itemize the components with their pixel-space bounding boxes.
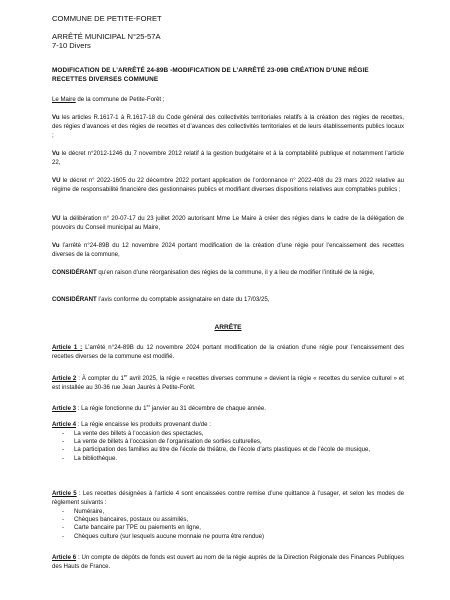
article-text: : Un compte de dépôts de fonds est ouvert au nom de la régie auprès de la Direction Régionale des Finances Publiques des Hauts de France. bbox=[52, 554, 404, 571]
article-4 bbox=[52, 420, 404, 429]
article-6 bbox=[52, 553, 404, 571]
list-item: - La vente de billets à l’occasion de l’organisation de sorties culturelles, bbox=[62, 438, 392, 446]
article-sup: er bbox=[123, 373, 128, 378]
article-label: Article 3 bbox=[52, 405, 77, 413]
article-text: : À compter du 1 bbox=[76, 375, 124, 383]
list-item: - Chèques bancaires, postaux ou assimilés, bbox=[62, 516, 392, 524]
considerant-text: l’arrêté n°24-89B du 12 novembre 2024 portant modification de la création d’une régie pour l’encaissement des recettes diverses de la commune, bbox=[52, 242, 404, 259]
article-text: : La régie fonctionne du 1 bbox=[76, 405, 147, 413]
list-item: - La vente des billets à l’occasion des spectacles, bbox=[62, 430, 392, 438]
considerant-2 bbox=[52, 176, 404, 194]
commune-name: COMMUNE DE PETITE-FORET bbox=[52, 14, 162, 23]
arrete-heading: ARRÊTE bbox=[214, 324, 242, 331]
considerant-1 bbox=[52, 149, 404, 167]
considerant-4 bbox=[52, 241, 404, 259]
considerant-6 bbox=[52, 295, 404, 304]
considerant-text: le décret n°2012-1246 du 7 novembre 2012 relatif à la gestion budgétaire et à la comptabilité publique et notamment l’article 22, bbox=[52, 150, 404, 167]
considerant-text: le décret n° 2022-1605 du 22 décembre 2022 portant application de l’ordonnance n° 2022-408 du 23 mars 2022 relative au régime de responsabilité financière des gestionnaires publics et modifiant diverses dispositions relatives aux comptables publics ; bbox=[52, 177, 404, 194]
list-item: - La bibliothèque. bbox=[62, 455, 392, 463]
considerant-lead: CONSIDÉRANT bbox=[52, 296, 97, 303]
considerant-text: la délibération n° 20-07-17 du 23 juillet 2020 autorisant Mme Le Maire à créer des régies dans le cadre de la délégation de pouvoirs du Conseil municipal au Maire, bbox=[52, 215, 404, 232]
article-label: Article 2 bbox=[52, 375, 77, 383]
article-5-list bbox=[62, 508, 392, 541]
article-2 bbox=[52, 371, 404, 392]
considerant-0 bbox=[52, 113, 404, 141]
article-sup: er bbox=[146, 403, 151, 408]
article-text: : La régie encaisse les produits provenant du/de : bbox=[76, 421, 211, 428]
considerant-lead: VU bbox=[52, 215, 61, 222]
article-text-after: avril 2025, la régie « recettes diverses commune » devient la régie « recettes du service culturel » et est installée au 30-36 rue Jean Jaurès à Petite-Forêt. bbox=[52, 375, 404, 392]
considerant-lead: Vu bbox=[52, 114, 60, 121]
maire-label: Le Maire bbox=[52, 96, 76, 103]
arrete-reference: ARRÊTÉ MUNICIPAL N°25-57A bbox=[52, 32, 161, 41]
article-4-list bbox=[62, 430, 392, 463]
maire-text: de la commune de Petite-Forêt ; bbox=[75, 96, 165, 103]
considerant-lead: VU bbox=[52, 177, 61, 184]
article-3 bbox=[52, 401, 404, 413]
article-text: : Les recettes désignées à l’article 4 sont encaissées contre remise d’une quittance à l’usager, et selon les modes de règlement suivants : bbox=[52, 490, 404, 507]
considerant-lead: Vu bbox=[52, 242, 60, 249]
list-item: - Chèques culture (sur lesquels aucune monnaie ne pourra être rendue) bbox=[62, 533, 392, 541]
considerant-3 bbox=[52, 214, 404, 232]
considerant-5 bbox=[52, 268, 404, 277]
article-text-after: janvier au 31 décembre de chaque année. bbox=[150, 405, 266, 413]
considerant-text: l’avis conforme du comptable assignataire en date du 17/03/25, bbox=[96, 296, 270, 303]
considerant-text: qu’en raison d’une réorganisation des régies de la commune, il y a lieu de modifier l’intitulé de la régie, bbox=[96, 269, 375, 276]
considerant-text: les articles R.1617-1 à R.1617-18 du Code général des collectivités territoriales relatifs à la création des régies de recettes, des régies d’avances et des régies de recettes et d’avances des collectivités territoriales et de leurs établissements publics locaux ; bbox=[52, 114, 404, 140]
article-5 bbox=[52, 489, 404, 507]
article-label: Article 4 bbox=[52, 421, 77, 428]
considerant-lead: CONSIDÉRANT bbox=[52, 269, 97, 276]
considerant-lead: Vu bbox=[52, 150, 60, 157]
article-1 bbox=[52, 343, 404, 361]
article-label: Article 6 bbox=[52, 554, 77, 561]
article-label: Article 1 : bbox=[52, 344, 83, 351]
article-text: L’arrêté n°24-89B du 12 novembre 2024 portant modification de la création d’une régie pour l’encaissement des recettes diverses de la commune est modifié. bbox=[52, 344, 404, 361]
document-title: MODIFICATION DE L’ARRÊTÉ 24-89B -MODIFICATION DE L’ARRÊTÉ 23-09B CRÉATION D’UNE RÉGIE RECETTES DIVERSES COMMUNE bbox=[52, 67, 369, 84]
preamble-maire bbox=[52, 95, 404, 104]
arrete-category: 7-10 Divers bbox=[52, 41, 91, 50]
list-item: - La participation des familles au titre de l’école de théâtre, de l’école d’arts plastiques et de l’école de musique, bbox=[62, 446, 392, 454]
list-item: - Numéraire, bbox=[62, 508, 392, 516]
list-item: - Carte bancaire par TPE ou paiements en ligne, bbox=[62, 524, 392, 532]
article-label: Article 5 bbox=[52, 490, 77, 497]
